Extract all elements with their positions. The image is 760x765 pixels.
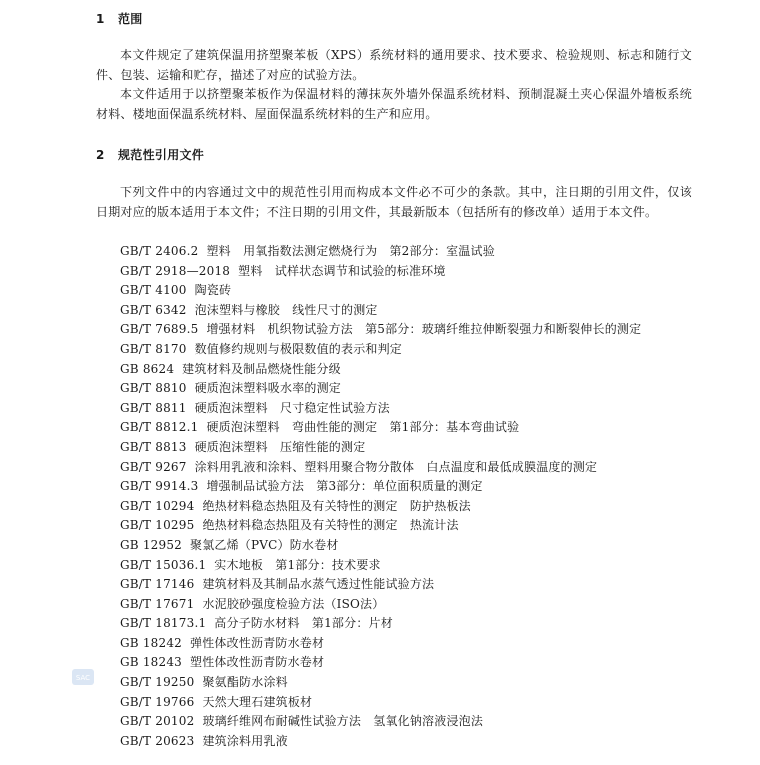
reference-item [120, 497, 641, 517]
watermark-logo-text: SAC [75, 674, 91, 682]
reference-title: 高分子防水材料 第1部分：片材 [214, 616, 393, 631]
reference-item [120, 634, 641, 654]
reference-code: GB/T 19250 [120, 675, 195, 690]
reference-item [120, 418, 641, 438]
reference-title: 塑性体改性沥青防水卷材 [190, 655, 325, 670]
reference-item [120, 595, 641, 615]
reference-code: GB/T 10294 [120, 498, 195, 513]
reference-title: 塑料 用氧指数法测定燃烧行为 第2部分：室温试验 [206, 244, 495, 258]
reference-code: GB/T 8812.1 [120, 420, 199, 435]
reference-item [120, 516, 641, 536]
reference-item [120, 320, 641, 340]
reference-code: GB/T 9267 [120, 459, 187, 474]
reference-item [120, 693, 641, 713]
reference-title: 塑料 试样状态调节和试验的标准环境 [238, 263, 446, 278]
reference-title: 增强材料 机织物试验方法 第5部分：玻璃纤维拉伸断裂强力和断裂伸长的测定 [206, 322, 642, 337]
reference-item [120, 301, 641, 321]
reference-code: GB/T 10295 [120, 518, 195, 533]
watermark-logo-icon [72, 669, 94, 685]
section-2-number: 2 [96, 148, 105, 162]
reference-title: 绝热材料稳态热阻及有关特性的测定 热流计法 [202, 518, 459, 533]
reference-title: 建筑材料及其制品水蒸气透过性能试验方法 [202, 577, 435, 592]
reference-code: GB/T 19766 [120, 694, 195, 709]
reference-item [120, 242, 641, 262]
reference-code: GB/T 9914.3 [120, 479, 199, 494]
reference-code: GB 8624 [120, 361, 175, 376]
scope-paragraph-2: 本文件适用于以挤塑聚苯板作为保温材料的薄抹灰外墙外保温系统材料、预制混凝土夹心保温外墙板系统材料、楼地面保温系统材料、屋面保温系统材料的生产和应用。 [96, 87, 692, 121]
reference-item [120, 575, 641, 595]
reference-title: 硬质泡沫塑料 弯曲性能的测定 第1部分：基本弯曲试验 [206, 420, 520, 435]
reference-code: GB/T 20102 [120, 714, 195, 729]
reference-code: GB/T 4100 [120, 283, 187, 298]
reference-code: GB/T 6342 [120, 302, 187, 317]
reference-item [120, 262, 641, 282]
reference-title: 玻璃纤维网布耐碱性试验方法 氢氧化钠溶液浸泡法 [202, 714, 484, 729]
section-2-title: 规范性引用文件 [118, 148, 205, 162]
references-intro-paragraph: 下列文件中的内容通过文中的规范性引用而构成本文件必不可少的条款。其中，注日期的引用文件，仅该日期对应的版本适用于本文件；不注日期的引用文件，其最新版本（包括所有的修改单）适用于本文件。 [96, 185, 692, 219]
reference-item [120, 281, 641, 301]
reference-item [120, 614, 641, 634]
reference-item [120, 340, 641, 360]
reference-code: GB/T 18173.1 [120, 616, 207, 631]
reference-title: 硬质泡沫塑料吸水率的测定 [194, 381, 342, 396]
reference-code: GB 18242 [120, 635, 182, 650]
reference-code: GB/T 17671 [120, 596, 195, 611]
reference-item [120, 556, 641, 576]
reference-code: GB/T 2406.2 [120, 244, 199, 258]
reference-item [120, 379, 641, 399]
reference-title: 涂料用乳液和涂料、塑料用聚合物分散体 白点温度和最低成膜温度的测定 [194, 459, 598, 474]
normative-references-list [120, 242, 641, 751]
reference-item [120, 438, 641, 458]
reference-item [120, 399, 641, 419]
reference-title: 硬质泡沫塑料 尺寸稳定性试验方法 [194, 400, 390, 415]
reference-item [120, 536, 641, 556]
section-2-heading [96, 146, 204, 163]
reference-code: GB/T 20623 [120, 733, 195, 748]
reference-item [120, 732, 641, 752]
reference-item [120, 360, 641, 380]
reference-code: GB/T 15036.1 [120, 557, 207, 572]
reference-title: 天然大理石建筑板材 [202, 694, 313, 709]
reference-title: 泡沫塑料与橡胶 线性尺寸的测定 [194, 302, 378, 317]
reference-code: GB 12952 [120, 537, 182, 552]
reference-code: GB/T 8170 [120, 341, 187, 356]
reference-code: GB/T 8810 [120, 381, 187, 396]
reference-code: GB/T 7689.5 [120, 322, 199, 337]
reference-title: 聚氯乙烯（PVC）防水卷材 [190, 537, 339, 552]
reference-item [120, 653, 641, 673]
reference-title: 聚氨酯防水涂料 [202, 675, 288, 690]
reference-title: 建筑材料及制品燃烧性能分级 [182, 361, 341, 376]
reference-item [120, 673, 641, 693]
reference-item [120, 477, 641, 497]
scope-paragraph-1: 本文件规定了建筑保温用挤塑聚苯板（XPS）系统材料的通用要求、技术要求、检验规则、标志和随行文件、包装、运输和贮存，描述了对应的试验方法。 [96, 48, 692, 82]
reference-code: GB/T 8813 [120, 439, 187, 454]
reference-title: 弹性体改性沥青防水卷材 [190, 635, 325, 650]
section-1-heading [96, 10, 143, 27]
reference-code: GB/T 2918—2018 [120, 263, 231, 278]
reference-title: 增强制品试验方法 第3部分：单位面积质量的测定 [206, 479, 483, 494]
reference-title: 陶瓷砖 [194, 283, 232, 298]
reference-code: GB/T 17146 [120, 577, 195, 592]
reference-code: GB/T 8811 [120, 400, 187, 415]
reference-title: 硬质泡沫塑料 压缩性能的测定 [194, 439, 366, 454]
reference-item [120, 458, 641, 478]
reference-title: 实木地板 第1部分：技术要求 [214, 557, 381, 572]
reference-title: 数值修约规则与极限数值的表示和判定 [194, 341, 403, 356]
reference-item [120, 712, 641, 732]
reference-title: 建筑涂料用乳液 [202, 733, 288, 748]
section-1-number: 1 [96, 12, 105, 26]
reference-title: 绝热材料稳态热阻及有关特性的测定 防护热板法 [202, 498, 471, 513]
reference-title: 水泥胶砂强度检验方法（ISO法） [202, 596, 385, 611]
reference-code: GB 18243 [120, 655, 182, 670]
section-1-title: 范围 [118, 12, 143, 26]
